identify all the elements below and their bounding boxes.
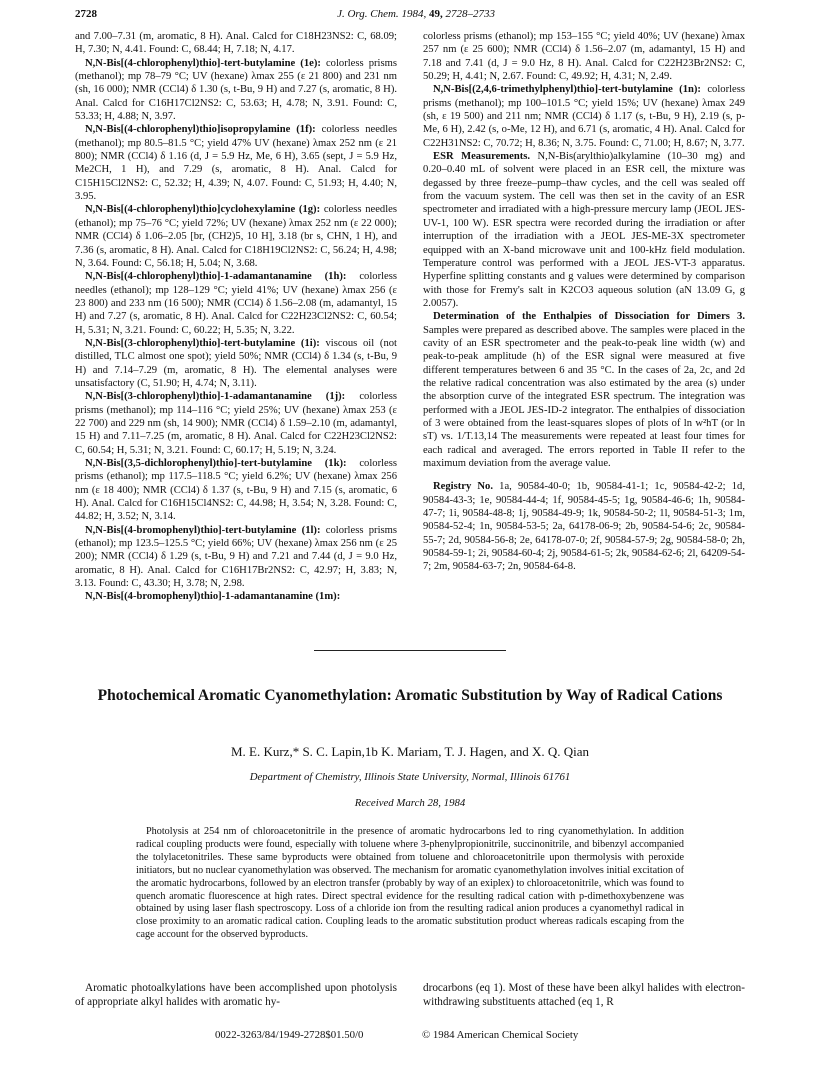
article-authors: M. E. Kurz,* S. C. Lapin,1b K. Mariam, T. J. Hagen, and X. Q. Qian	[230, 744, 590, 759]
compound-name: N,N-Bis[(4-chlorophenyl)thio]-1-adamantanamine (1h):	[85, 271, 347, 283]
journal-volume: 49,	[428, 8, 443, 20]
compound-data: colorless prisms (ethanol); mp 117.5–118.5 °C; yield 6.2%; UV (hexane) λmax 256 nm (ε 18 400); NMR (CCl4) δ 1.37 (s, t-Bu, 9 H) and 7.15 (s, aromatic, 6 H). Anal. Calcd for C16H15Cl4NS2: C, 44.98; H, 3.54; N, 3.28. Found: C, 44.82; H, 3.52; N, 3.14.	[75, 458, 398, 523]
paragraph: and 7.00–7.31 (m, aromatic, 8 H). Anal. Calcd for C18H23NS2: C, 68.09; H, 7.30; N, 4.41. Found: C, 68.44; H, 7.18; N, 4.17.	[75, 31, 397, 56]
compound-entry	[75, 123, 397, 203]
article-code: 0022-3263/84/1949-2728$01.50/0	[215, 1029, 364, 1041]
compound-name: N,N-Bis[(4-bromophenyl)thio]-tert-butylamine (1l):	[85, 524, 321, 536]
page-header	[75, 8, 757, 24]
compound-name: N,N-Bis[(3-chlorophenyl)thio]-1-adamantanamine (1j):	[85, 391, 346, 403]
registry-heading: Registry No.	[433, 481, 493, 493]
compound-entry	[75, 524, 397, 591]
intro-left	[75, 981, 397, 1009]
abstract	[136, 826, 684, 942]
compound-name: N,N-Bis[(3-chlorophenyl)thio]-tert-butylamine (1i):	[85, 337, 320, 349]
section-text: N,N-Bis(arylthio)alkylamine (10–30 mg) and 0.20–0.40 mL of solvent were placed in an ESR cell, the mixture was degassed by three freeze–pump–thaw cycles, and the cell was sealed off from the vacuum system. The cell was then set in the cavity of an ESR spectrometer and irradiated with a high-pressure mercury lamp (JEOL JES-UV-1, 100 W). ESR spectra were recorded during the irradiation or after interruption of the irradiation with a JEOL JES-ME-3X spectrometer equipped with an X-band microwave unit and 100-kHz field modulation. Temperature control was performed with a JEOL JES-VT-3 apparatus. Hyperfine splitting constants and g values were determined by comparison with those for Fremy's salt in K2CO3 aqueous solution (aN 13.09 G, g 2.0057).	[423, 151, 745, 309]
compound-data: colorless prisms (methanol); mp 78–79 °C; UV (hexane) λmax 255 (ε 21 800) and 231 nm (sh, 16 000); NMR (CCl4) δ 1.30 (s, t-Bu, 9 H) and 7.27 (s, aromatic, 8 H). Anal. Calcd for C16H17Cl2NS2: C, 53.63; H, 4.78; N, 3.91. Found: C, 53.33; H, 4.88; N, 3.97.	[75, 57, 397, 123]
compound-entry	[75, 270, 397, 337]
left-column	[75, 30, 397, 604]
registry-paragraph	[423, 480, 745, 573]
abstract-text: Photolysis at 254 nm of chloroacetonitrile in the presence of aromatic hydrocarbons led to ring cyanomethylation. In addition radical coupling products were found, especially with toluene where 3-phenylpropionitrile, succinonitrile, and bibenzyl accompanied the tolylacetonitriles. These same byproducts were obtained from toluene and chloroacetonitrile upon thermolysis with peroxide initiators, but no nuclear cyanomethylation was observed. The mechanism for aromatic cyanomethylation involves initial excitation of the aromatic hydrocarbons, followed by an electron transfer (probably by way of an exiplex) to chloroacetonitrile, which was found to quench aromatic fluorescence at high rates. Direct spectral evidence for the resulting radical cation with p-dimethoxybenzene was obtained by using laser flash spectroscopy. Loss of a chloride ion from the resulting radical anion produces a cyanomethyl radical in close proximity to an aromatic radical cation. Coupling leads to the aromatic substitution product whereas radicals escaping from the cage account for the observed byproducts.	[136, 826, 684, 941]
compound-entry	[75, 337, 397, 390]
copyright: © 1984 American Chemical Society	[422, 1029, 579, 1041]
compound-entry	[75, 457, 397, 524]
compound-name: N,N-Bis[(4-bromophenyl)thio]-1-adamantanamine (1m):	[85, 591, 341, 603]
compound-name: N,N-Bis[(3,5-dichlorophenyl)thio]-tert-butylamine (1k):	[85, 458, 347, 469]
journal-name: J. Org. Chem.	[337, 8, 399, 20]
journal-citation	[75, 8, 757, 20]
compound-name: N,N-Bis[(4-chlorophenyl)thio]isopropylamine (1f):	[85, 124, 316, 136]
right-column	[423, 30, 745, 574]
section-paragraph	[423, 310, 745, 470]
section-paragraph	[423, 150, 745, 310]
compound-data: colorless prisms (methanol); mp 114–116 °C; yield 25%; UV (hexane) λmax 253 (ε 22 700) and 229 nm (sh, 14 900); NMR (CCl4) δ 1.59–2.10 (m, adamantyl, 15 H) and 7.11–7.25 (m, aromatic, 8 H). Anal. Calcd for C22H23Cl2NS2: C, 60.54; H, 5.31; N, 3.21. Found: C, 60.17; H, 5.19; N, 3.24.	[75, 391, 397, 456]
compound-entry	[423, 83, 745, 150]
intro-text: Aromatic photoalkylations have been accomplished upon photolysis of appropriate alkyl halides with aromatic hy-	[75, 982, 397, 1008]
compound-entry	[75, 203, 397, 270]
compound-name: N,N-Bis[(4-chlorophenyl)thio]cyclohexylamine (1g):	[85, 204, 321, 216]
registry-text: 1a, 90584-40-0; 1b, 90584-41-1; 1c, 90584-42-2; 1d, 90584-43-3; 1e, 90584-44-4; 1f, 90584-45-5; 1g, 90584-46-6; 1h, 90584-47-7; 1i, 90584-48-8; 1j, 90584-49-9; 1k, 90584-50-2; 1l, 90584-51-3; 1m, 90584-52-4; 1n, 90584-53-5; 2a, 64178-06-9; 2b, 90584-54-6; 2c, 90584-55-7; 2d, 90584-56-8; 2e, 64178-07-0; 2f, 90584-57-9; 2g, 90584-58-0; 2h, 90584-59-1; 2i, 90584-60-4; 2j, 90584-61-5; 2k, 90584-62-6; 2l, 64209-54-7; 2m, 90584-63-7; 2n, 90584-64-8.	[423, 481, 745, 573]
section-heading: ESR Measurements.	[433, 151, 531, 163]
compound-name: N,N-Bis[(2,4,6-trimethylphenyl)thio]-tert-butylamine (1n):	[433, 84, 701, 96]
compound-entry	[75, 57, 397, 124]
section-heading: Determination of the Enthalpies of Dissociation for Dimers 3.	[433, 311, 745, 323]
page-number: 2728	[75, 8, 97, 20]
compound-data: colorless needles (ethanol); mp 128–129 °C; yield 41%; UV (hexane) λmax 256 (ε 23 800) and 233 nm (16 500); NMR (CCl4) δ 1.56–2.08 (m, adamantyl, 15 H) and 7.27 (s, aromatic, 8 H). Anal. Calcd for C22H23Cl2NS2: C, 60.54; H, 5.31; N, 3.21. Found: C, 60.22; H, 5.35; N, 3.22.	[75, 271, 397, 336]
compound-data: viscous oil (not distilled, TLC almost one spot); yield 50%; NMR (CCl4) δ 1.34 (s, t-Bu, 9 H) and 7.14–7.29 (m, aromatic, 8 H). The elemental analyses were unsatisfactory (C, 51.90; H, 4.74; N, 3.11).	[75, 337, 397, 389]
compound-entry	[75, 590, 397, 603]
journal-year: 1984,	[401, 8, 427, 20]
section-text: Samples were prepared as described above. The samples were placed in the cavity of an ESR spectrometer and the peak-to-peak line width (w) and peak-to-peak amplitude (h) of the ESR signal were measured at five different temperatures between 6 and 35 °C. In the cases of 2a, 2c, and 2d the relative radical concentration was also estimated by the area (s) under the absorption curve of the integrated ESR spectrum. The integration was performed with a JEOL JES-ID-2 integrator. The enthalpies of dissociation of 3 were obtained from the least-squares slopes of plots of ln w²hT (or ln sT) vs. 1/T.13,14 The measurements were repeated at least four times for each radical and averaged. The errors reported in Table II refer to the maximum deviation from the average value.	[423, 324, 745, 469]
received-date: Received March 28, 1984	[354, 797, 466, 809]
compound-entry	[75, 390, 397, 457]
intro-text: drocarbons (eq 1). Most of these have been alkyl halides with electron-withdrawing substituents attached (eq 1, R	[423, 982, 745, 1008]
section-divider	[314, 650, 506, 651]
compound-name: N,N-Bis[(4-chlorophenyl)thio]-tert-butylamine (1e):	[85, 57, 321, 69]
compound-data: colorless needles (methanol); mp 80.5–81.5 °C; yield 47% UV (hexane) λmax 252 nm (ε 21 800); NMR (CCl4) δ 1.16 (d, J = 5.9 Hz, Me, 6 H), 3.65 (sept, J = 5.9 Hz, Me2CH, 1 H), and 7.29 (s, aromatic, 8 H). Anal. Calcd for C15H15Cl2NS2: C, 52.32; H, 4.39; N, 4.07. Found: C, 51.93; H, 4.40; N, 3.95.	[75, 124, 397, 203]
article-title: Photochemical Aromatic Cyanomethylation: Aromatic Substitution by Way of Radical Cations	[97, 687, 723, 704]
paragraph: colorless prisms (ethanol); mp 153–155 °C; yield 40%; UV (hexane) λmax 257 nm (ε 25 600); NMR (CCl4) δ 1.56–2.07 (m, adamantyl, 15 H) and 7.18 and 7.41 (d, J = 9.0 Hz, 8 H). Anal. Calcd for C22H23Br2NS2: C, 50.29; H, 4.41; N, 2.67. Found: C, 49.92; H, 4.31; N, 2.49.	[423, 31, 745, 83]
compound-data: colorless needles (ethanol); mp 75–76 °C; yield 72%; UV (hexane) λmax 252 nm (ε 22 000); NMR (CCl4) δ 1.06–2.05 [br, (CH2)5, 10 H], 3.18 (br s, CHN, 1 H), and 7.36 (s, aromatic, 8 H). Anal. Calcd for C18H19Cl2NS2: C, 56.24; H, 4.98; N, 3.64. Found: C, 56.18; H, 5.04; N, 3.68.	[75, 204, 397, 269]
journal-pages: 2728–2733	[445, 8, 495, 20]
article-affiliation: Department of Chemistry, Illinois State University, Normal, Illinois 61761	[249, 771, 571, 783]
intro-right	[423, 981, 745, 1009]
compound-data: colorless prisms (ethanol); mp 123.5–125.5 °C; yield 66%; UV (hexane) λmax 256 nm (ε 25 200); NMR (CCl4) δ 1.29 (s, t-Bu, 9 H) and 7.21 and 7.44 (d, J = 9.0 Hz, aromatic, 8 H). Anal. Calcd for C16H17Br2NS2: C, 42.97; H, 3.83; N, 3.13. Found: C, 43.30; H, 3.78; N, 2.98.	[75, 524, 397, 590]
compound-data: colorless prisms (methanol); mp 100–101.5 °C; yield 15%; UV (hexane) λmax 249 (sh, ε 19 500) and 211 nm; NMR (CCl4) δ 1.17 (s, t-Bu, 9 H), 2.19 (s, p-Me, 6 H), 2.42 (s, o-Me, 12 H), and 6.71 (s, aromatic, 4 H). Anal. Calcd for C22H31NS2: C, 70.72; H, 8.36; N, 3.75. Found: C, 71.00; H, 8.67; N, 3.77.	[423, 84, 745, 149]
